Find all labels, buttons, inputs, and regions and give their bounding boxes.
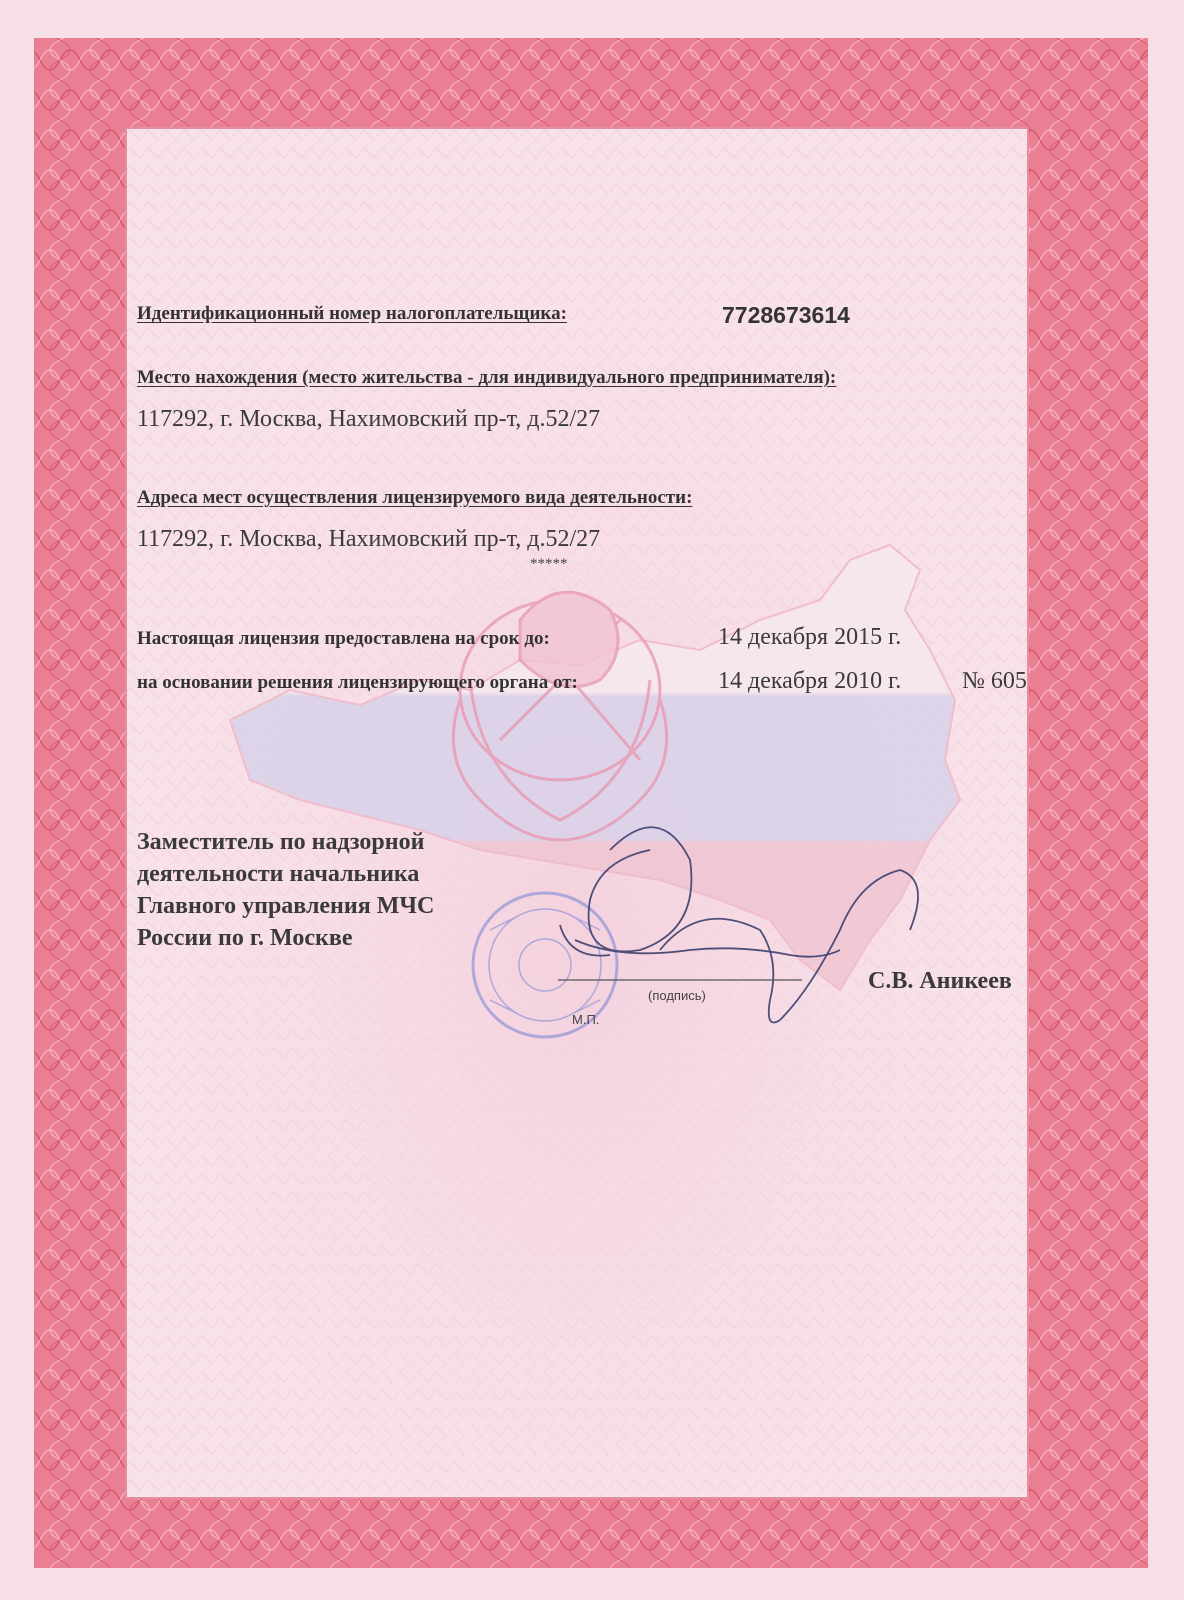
decision-number: № 605 — [962, 668, 1027, 694]
signatory-position — [137, 826, 434, 954]
signatory-name: С.В. Аникеев — [868, 968, 1012, 994]
term-label: Настоящая лицензия предоставлена на срок до: — [137, 628, 550, 649]
stamp-caption: М.П. — [572, 1012, 600, 1027]
inn-value: 7728673614 — [722, 302, 850, 328]
term-value: 14 декабря 2015 г. — [718, 624, 902, 650]
position-line-3: Главного управления МЧС — [137, 893, 435, 919]
activity-address-value: 117292, г. Москва, Нахимовский пр-т, д.52/27 — [137, 526, 601, 552]
signature-caption: (подпись) — [648, 988, 706, 1003]
location-value: 117292, г. Москва, Нахимовский пр-т, д.52/27 — [137, 406, 601, 432]
location-label: Место нахождения (место жительства - для индивидуального предпринимателя): — [137, 367, 837, 388]
position-line-2: деятельности начальника — [137, 861, 420, 887]
separator-stars: ***** — [530, 556, 568, 572]
decision-label: на основании решения лицензирующего органа от: — [137, 672, 578, 693]
position-line-4: России по г. Москве — [137, 925, 353, 951]
position-line-1: Заместитель по надзорной — [137, 829, 425, 855]
decision-date: 14 декабря 2010 г. — [718, 668, 902, 694]
activity-address-label: Адреса мест осуществления лицензируемого вида деятельности: — [137, 487, 693, 508]
inn-label: Идентификационный номер налогоплательщика: — [137, 303, 567, 324]
